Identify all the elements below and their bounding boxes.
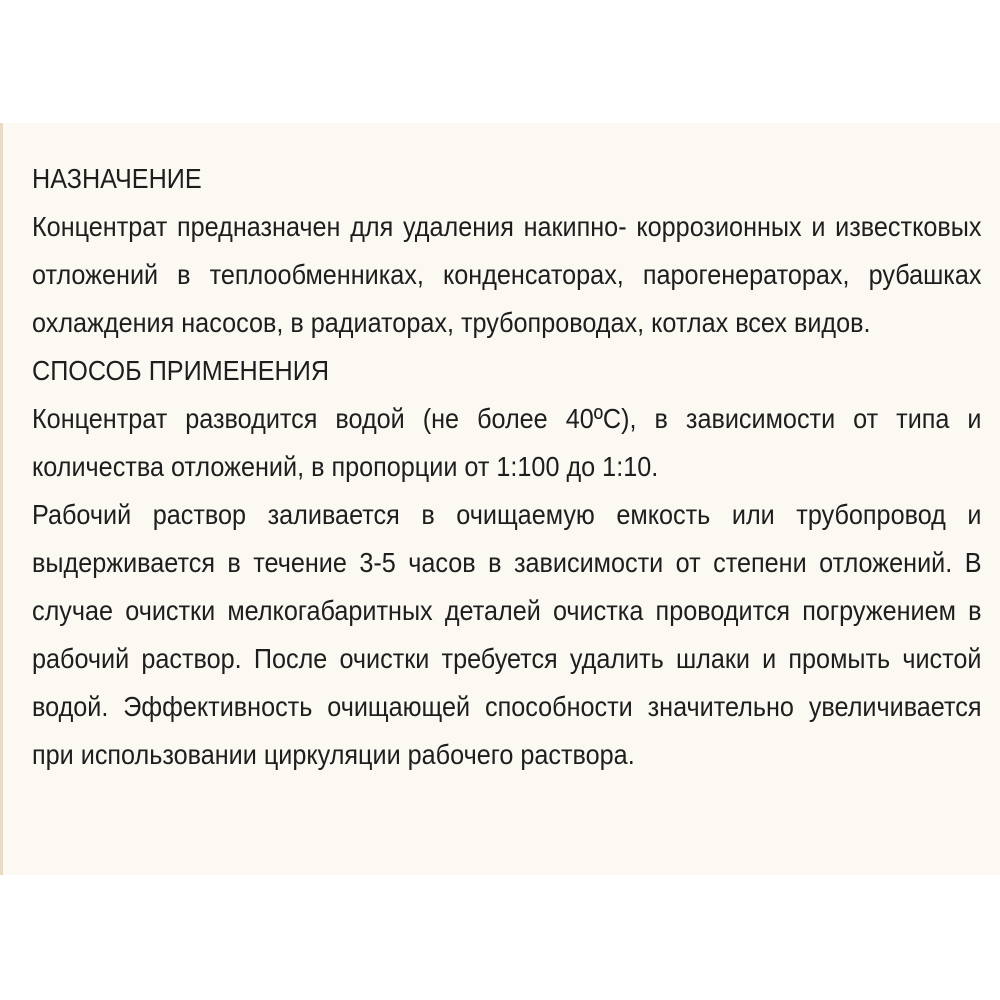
- document-body: [32, 155, 982, 779]
- section-heading-usage: СПОСОБ ПРИМЕНЕНИЯ: [32, 355, 330, 386]
- section-heading-purpose: НАЗНАЧЕНИЕ: [32, 163, 202, 194]
- usage-paragraph-procedure: Рабочий раствор заливается в очищаемую емкость или трубопровод и выдерживается в течение 3-5 часов в зависимости от степени отложений. В случае очистки мелкогабаритных деталей очистка проводится погружением в рабочий раствор. После очистки требуется удалить шлаки и промыть чистой водой. Эффективность очищающей способности значительно увеличивается при использовании циркуляции рабочего раствора.: [32, 499, 982, 770]
- purpose-paragraph: Концентрат предназначен для удаления накипно- коррозионных и известковых отложений в теплообменниках, конденсаторах, парогенераторах, рубашках охлаждения насосов, в радиаторах, трубопроводах, котлах всех видов.: [32, 211, 982, 338]
- usage-paragraph-dilution: Концентрат разводится водой (не более 40ºС), в зависимости от типа и количества отложений, в пропорции от 1:100 до 1:10.: [32, 403, 982, 482]
